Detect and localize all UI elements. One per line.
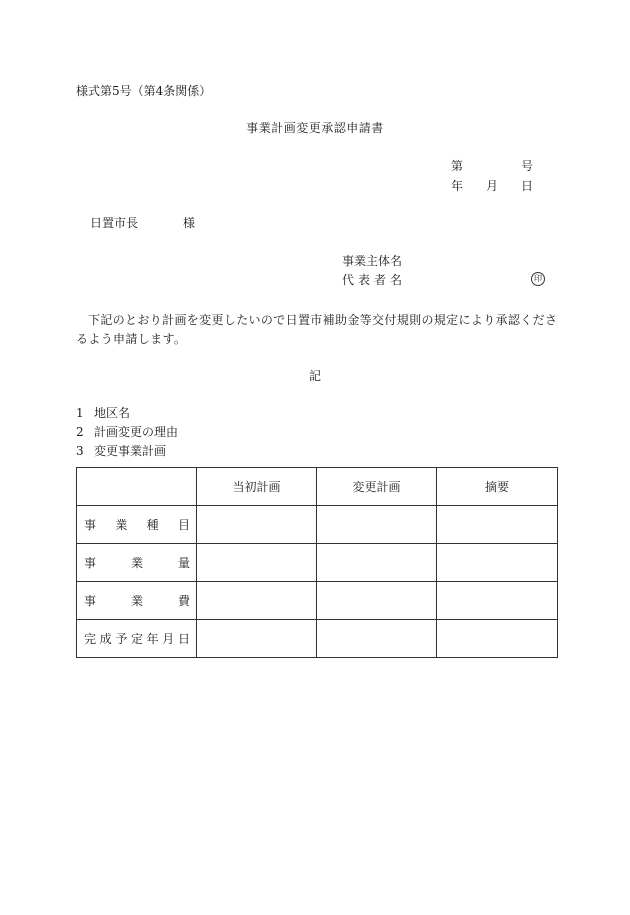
table-cell xyxy=(197,544,317,582)
table-cell xyxy=(317,544,437,582)
table-header-row xyxy=(77,468,558,506)
table-cell xyxy=(437,506,558,544)
item-number: 3 xyxy=(76,444,84,458)
row-label-char: 事 xyxy=(84,518,97,532)
row-label-project-cost xyxy=(77,582,197,620)
addressee-name: 日置市長 xyxy=(90,216,139,230)
item-number: 2 xyxy=(76,425,84,439)
header-changed-plan: 変更計画 xyxy=(317,468,437,506)
item-label: 変更事業計画 xyxy=(94,444,167,458)
date-month-label: 月 xyxy=(486,179,499,193)
table-cell xyxy=(437,544,558,582)
header-original-plan: 当初計画 xyxy=(197,468,317,506)
doc-number-suffix: 号 xyxy=(521,159,534,173)
entity-name-label: 事業主体名 xyxy=(342,254,403,268)
table-row xyxy=(77,506,558,544)
doc-number-prefix: 第 xyxy=(451,159,464,173)
form-number: 様式第5号（第4条関係） xyxy=(76,84,212,98)
note-heading: 記 xyxy=(308,369,321,383)
row-label-char: 種 xyxy=(146,518,159,532)
table-cell xyxy=(317,582,437,620)
row-label-char: 目 xyxy=(177,518,190,532)
item-label: 地区名 xyxy=(94,406,131,420)
row-label-project-volume xyxy=(77,544,197,582)
list-item xyxy=(76,442,178,461)
row-label-char: 業 xyxy=(130,594,143,608)
seal-mark: 印 xyxy=(531,272,545,286)
plan-change-table xyxy=(76,467,558,658)
date-day-label: 日 xyxy=(521,179,534,193)
row-label-char: 年 xyxy=(146,632,159,646)
table-cell xyxy=(437,582,558,620)
row-label-completion-date xyxy=(77,620,197,658)
row-label-char: 量 xyxy=(177,556,190,570)
row-label-char: 業 xyxy=(115,518,128,532)
row-label-char: 事 xyxy=(84,594,97,608)
table-row xyxy=(77,544,558,582)
date-year-label: 年 xyxy=(451,179,464,193)
item-number: 1 xyxy=(76,406,84,420)
addressee-honorific: 様 xyxy=(183,216,196,230)
representative-label: 代表者名 xyxy=(342,273,407,287)
item-list xyxy=(76,404,178,461)
table-cell xyxy=(317,506,437,544)
table-row xyxy=(77,620,558,658)
row-label-char: 完 xyxy=(84,632,97,646)
table-cell xyxy=(317,620,437,658)
table-cell xyxy=(197,582,317,620)
row-label-char: 費 xyxy=(177,594,190,608)
document-title: 事業計画変更承認申請書 xyxy=(246,121,384,135)
row-label-project-type xyxy=(77,506,197,544)
row-label-char: 日 xyxy=(177,632,190,646)
row-label-char: 月 xyxy=(162,632,175,646)
table-cell xyxy=(197,506,317,544)
item-label: 計画変更の理由 xyxy=(94,425,179,439)
row-label-char: 成 xyxy=(99,632,112,646)
row-label-char: 予 xyxy=(115,632,128,646)
list-item xyxy=(76,423,178,442)
header-blank-cell xyxy=(77,468,197,506)
table-cell xyxy=(197,620,317,658)
header-remarks: 摘要 xyxy=(437,468,558,506)
request-body-text: 下記のとおり計画を変更したいので日置市補助金等交付規則の規定により承認くださるよう申請します。 xyxy=(76,313,558,346)
row-label-char: 定 xyxy=(130,632,143,646)
row-label-char: 事 xyxy=(84,556,97,570)
table-cell xyxy=(437,620,558,658)
table-row xyxy=(77,582,558,620)
row-label-char: 業 xyxy=(130,556,143,570)
list-item xyxy=(76,404,178,423)
